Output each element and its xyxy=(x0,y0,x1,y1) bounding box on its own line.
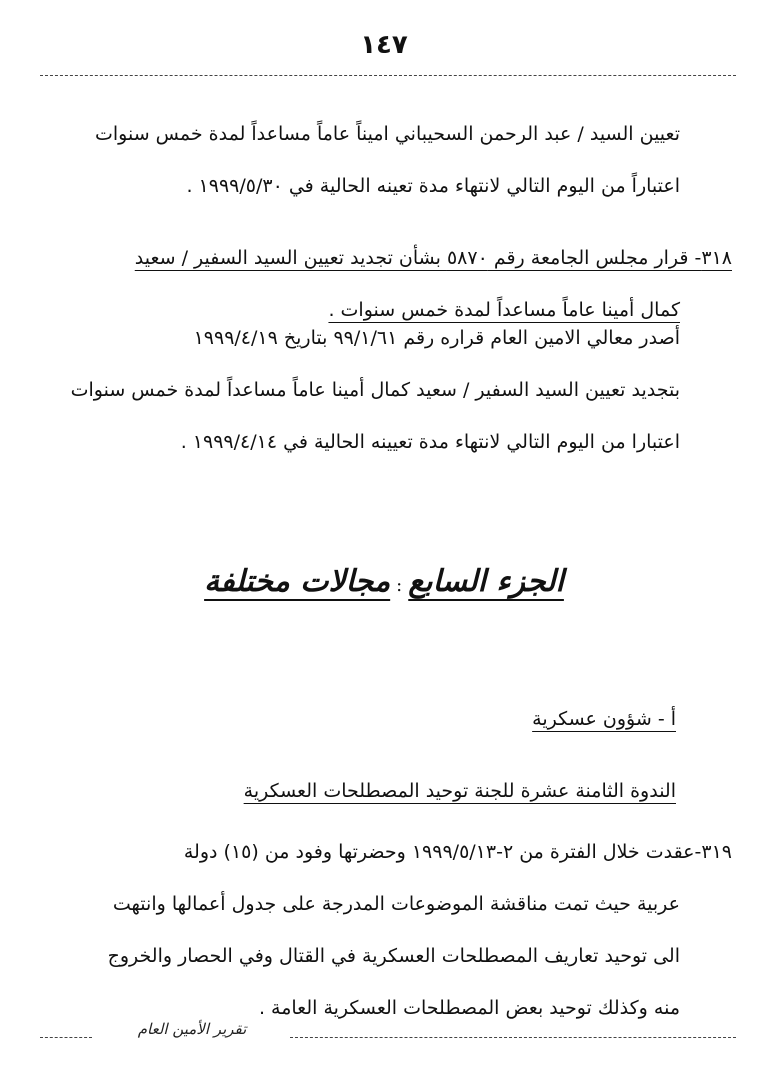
section-title-part: الجزء السابع xyxy=(408,564,564,599)
header-divider xyxy=(40,75,736,76)
text-line: الى توحيد تعاريف المصطلحات العسكرية في القتال وفي الحصار والخروج xyxy=(107,945,680,967)
text-line: ٣١٨- قرار مجلس الجامعة رقم ٥٨٧٠ بشأن تجديد تعيين السيد السفير / سعيد xyxy=(134,247,732,269)
text-line: بتجديد تعيين السيد السفير / سعيد كمال أمينا عاماً مساعداً لمدة خمس سنوات xyxy=(70,379,680,401)
text-line: اعتبارا من اليوم التالي لانتهاء مدة تعيينه الحالية في ١٩٩٩/٤/١٤ . xyxy=(180,431,680,453)
text-line: منه وكذلك توحيد بعض المصطلحات العسكرية العامة . xyxy=(258,997,680,1019)
text-line: تعيين السيد / عبد الرحمن السحيباني اميناً عاماً مساعداً لمدة خمس سنوات xyxy=(95,123,680,145)
item-319-paragraph xyxy=(108,826,732,1034)
footer-rule-left xyxy=(40,1037,92,1038)
text-line: عربية حيث تمت مناقشة الموضوعات المدرجة على جدول أعمالها وانتهت xyxy=(112,893,680,915)
text-line: ٣١٩-عقدت خلال الفترة من ٢-١٩٩٩/٥/١٣ وحضرتها وفود من (١٥) دولة xyxy=(183,841,732,863)
text-line: أصدر معالي الامين العام قراره رقم ٩٩/١/٦١ بتاريخ ١٩٩٩/٤/١٩ xyxy=(193,327,680,349)
section-title-subject: مجالات مختلفة xyxy=(204,564,391,599)
symposium-heading: الندوة الثامنة عشرة للجنة توحيد المصطلحات العسكرية xyxy=(243,780,676,802)
text-line: اعتباراً من اليوم التالي لانتهاء مدة تعينه الحالية في ١٩٩٩/٥/٣٠ . xyxy=(186,175,680,197)
section-title xyxy=(0,564,768,599)
footer-report-title: تقرير الأمين العام xyxy=(137,1020,247,1038)
footer-rule-right xyxy=(290,1037,736,1038)
subsection-heading: أ - شؤون عسكرية xyxy=(532,708,676,730)
paragraph-decision-318 xyxy=(71,312,680,468)
text-line: كمال أمينا عاماً مساعداً لمدة خمس سنوات . xyxy=(328,299,680,321)
section-title-separator: : xyxy=(396,575,403,596)
paragraph-appointment-sahibani xyxy=(95,108,680,212)
page-number: ١٤٧ xyxy=(360,30,408,60)
